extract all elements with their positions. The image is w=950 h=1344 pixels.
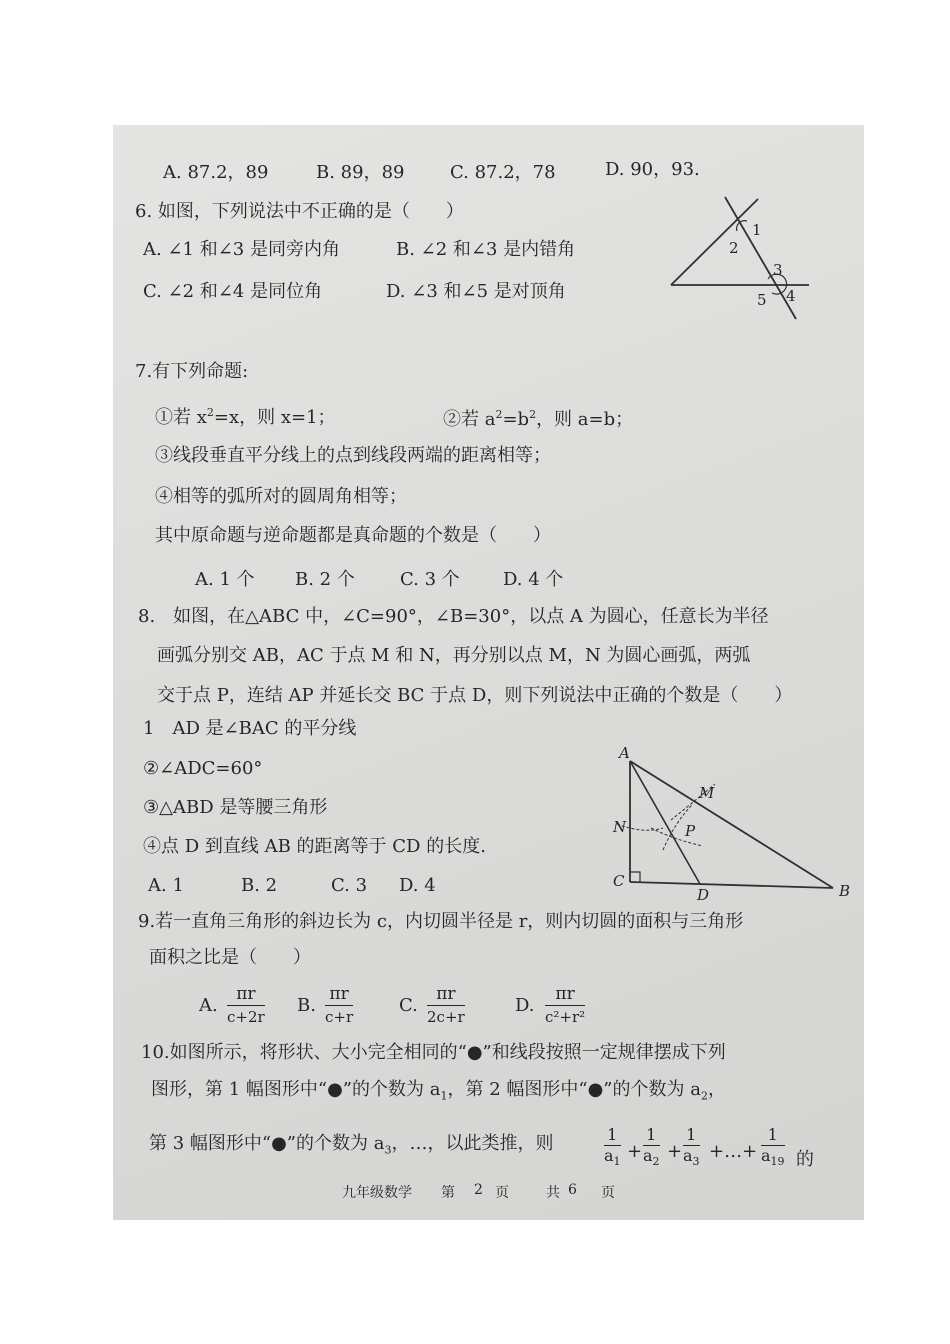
q9-option-a-label: A. — [199, 995, 218, 1016]
q8-label-a: A — [619, 744, 630, 762]
q8-statement-1: 1 AD 是∠BAC 的平分线 — [143, 718, 357, 739]
q9-line-1: 9.若一直角三角形的斜边长为 c，内切圆半径是 r，则内切圆的面积与三角形 — [138, 911, 744, 932]
q9-line-2: 面积之比是（ ） — [149, 947, 311, 968]
footer-subject: 九年级数学 — [342, 1185, 412, 1201]
q6-label-5: 5 — [757, 291, 767, 309]
q10-plus-2: + — [667, 1141, 683, 1162]
q7-option-b: B. 2 个 — [295, 569, 355, 590]
q9-option-a-fraction: $\frac{\pi r}{c+2r}$ — [227, 984, 265, 1026]
q8-line-1: 8. 如图，在△ABC 中，∠C=90°，∠B=30°，以点 A 为圆心，任意长为半径 — [138, 606, 769, 627]
q6-figure — [661, 187, 821, 327]
footer-page-suffix: 页 — [495, 1185, 509, 1201]
q8-statement-4: ④点 D 到直线 AB 的距离等于 CD 的长度. — [143, 836, 486, 857]
q6-label-2: 2 — [729, 239, 739, 257]
q8-option-d: D. 4 — [399, 875, 436, 896]
q7-proposition-4: ④相等的弧所对的圆周角相等； — [155, 486, 407, 507]
q9-option-d-fraction: $\frac{\pi r}{\text{c²+r²}}$ — [545, 984, 586, 1026]
q8-figure — [603, 742, 853, 902]
q8-statement-3: ③△ABD 是等腰三角形 — [143, 797, 328, 818]
q7-option-a: A. 1 个 — [195, 569, 255, 590]
q10-term-19: $\frac{1}{a_{19}}$ — [761, 1125, 785, 1169]
q10-term-3: $\frac{1}{a_3}$ — [683, 1125, 700, 1169]
q8-label-d: D — [697, 886, 710, 902]
footer-total-prefix: 共 — [546, 1185, 560, 1201]
q6-option-a: A. ∠1 和∠3 是同旁内角 — [143, 239, 340, 260]
q5-option-c: C. 87.2，78 — [450, 162, 556, 183]
q7-proposition-2: ②若 $a^2=b^2$，则 a=b； — [443, 408, 634, 430]
q6-label-3: 3 — [773, 261, 783, 279]
q9-option-c-fraction: $\frac{\pi r}{2c+r}$ — [427, 984, 465, 1026]
q8-label-b: B — [839, 882, 851, 900]
q9-option-c-label: C. — [399, 995, 418, 1016]
exam-paper — [113, 125, 864, 1220]
q10-sum-dots: +…+ — [709, 1141, 758, 1162]
q8-line-3: 交于点 P，连结 AP 并延长交 BC 于点 D，则下列说法中正确的个数是（ ） — [157, 685, 793, 706]
q8-label-n: N — [613, 818, 627, 836]
q8-side-ab — [630, 761, 833, 888]
q5-option-a: A. 87.2，89 — [163, 162, 269, 183]
q7-stem: 7.有下列命题: — [135, 361, 249, 382]
q8-label-p: P — [685, 822, 696, 840]
q6-line-top-left — [671, 199, 758, 285]
q10-line-1: 10.如图所示，将形状、大小完全相同的“●”和线段按照一定规律摆成下列 — [141, 1042, 726, 1063]
q8-line-2: 画弧分别交 AB，AC 于点 M 和 N，再分别以点 M，N 为圆心画弧，两弧 — [157, 645, 751, 666]
q10-line-3: 第 3 幅图形中“●”的个数为 $a_3$，…，以此类推，则 — [149, 1133, 554, 1157]
q10-term-2: $\frac{1}{a_2}$ — [643, 1125, 660, 1169]
q6-label-1: 1 — [752, 221, 762, 239]
q8-side-cb — [630, 882, 833, 888]
q5-option-d: D. 90，93. — [605, 159, 700, 180]
q6-label-4: 4 — [786, 287, 796, 305]
footer-total-suffix: 页 — [601, 1185, 615, 1201]
q10-line-2: 图形，第 1 幅图形中“●”的个数为 $a_1$，第 2 幅图形中“●”的个数为 $a_2$， — [151, 1079, 726, 1103]
q6-option-c: C. ∠2 和∠4 是同位角 — [143, 281, 323, 302]
q10-tail: 的 — [796, 1149, 814, 1170]
q9-option-b-fraction: $\frac{\pi r}{c+r}$ — [325, 984, 354, 1026]
q7-option-c: C. 3 个 — [400, 569, 460, 590]
q8-label-c: C — [613, 872, 625, 890]
q7-question: 其中原命题与逆命题都是真命题的个数是（ ） — [155, 525, 551, 546]
q5-option-b: B. 89，89 — [316, 162, 405, 183]
q7-proposition-3: ③线段垂直平分线上的点到线段两端的距离相等； — [155, 445, 551, 466]
q8-label-m: M — [699, 784, 715, 802]
q10-term-1: $\frac{1}{a_1}$ — [604, 1125, 621, 1169]
q8-option-c: C. 3 — [331, 875, 368, 896]
footer-total-number: 6 — [568, 1182, 577, 1198]
q9-option-d-label: D. — [515, 995, 535, 1016]
q8-statement-2: ②∠ADC=60° — [143, 758, 263, 779]
q7-proposition-1: ①若 $x^2=x$，则 x=1； — [155, 406, 336, 428]
q8-right-angle-mark — [630, 872, 640, 882]
q7-option-d: D. 4 个 — [503, 569, 564, 590]
q6-stem: 6. 如图，下列说法中不正确的是（ ） — [135, 201, 464, 222]
footer-page-number: 2 — [474, 1182, 483, 1198]
q8-option-a: A. 1 — [148, 875, 184, 896]
q9-option-b-label: B. — [297, 995, 316, 1016]
q6-option-d: D. ∠3 和∠5 是对顶角 — [386, 281, 566, 302]
q10-plus-1: + — [627, 1141, 643, 1162]
footer-page-prefix: 第 — [441, 1185, 455, 1201]
q6-option-b: B. ∠2 和∠3 是内错角 — [396, 239, 576, 260]
q8-option-b: B. 2 — [241, 875, 278, 896]
